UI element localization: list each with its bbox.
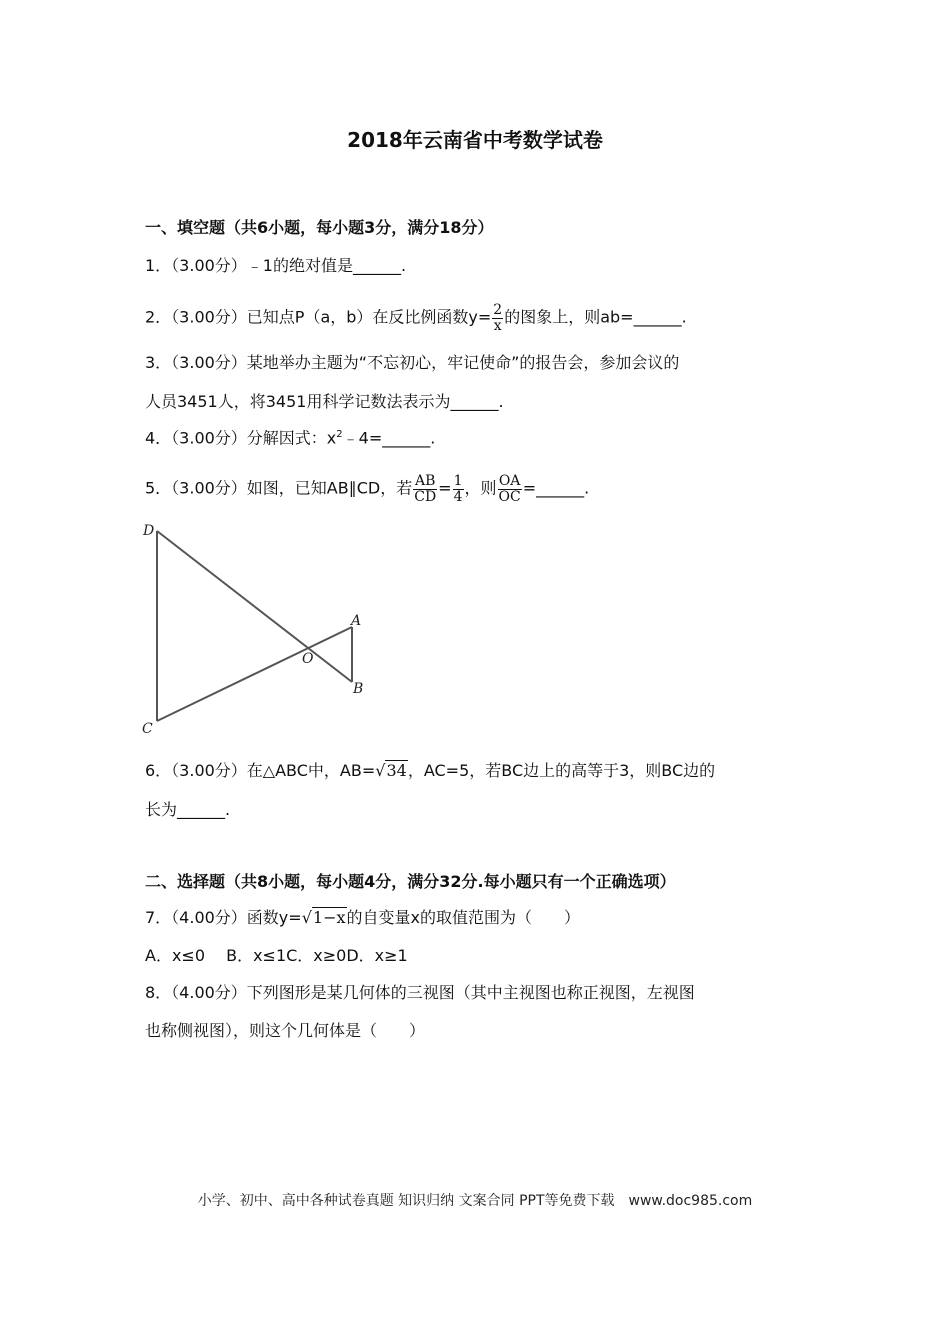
question-7 bbox=[145, 910, 580, 926]
page-title: 2018年云南省中考数学试卷 bbox=[347, 128, 603, 152]
radical-sign: √ bbox=[375, 761, 386, 780]
fraction-ab-cd bbox=[413, 474, 437, 504]
fraction-numerator: AB bbox=[415, 473, 436, 489]
section-1-heading: 一、填空题（共6小题，每小题3分，满分18分） bbox=[145, 218, 494, 237]
fraction-one-quarter bbox=[453, 474, 464, 504]
question-2 bbox=[145, 303, 687, 333]
question-2-pre: 2．（3.00分）已知点P（a，b）在反比例函数y= bbox=[145, 307, 492, 327]
question-4-pre: 4．（3.00分）分解因式：x bbox=[145, 428, 337, 448]
segment-ca bbox=[157, 627, 352, 721]
fraction-denominator: CD bbox=[414, 488, 437, 505]
section-2-heading: 二、选择题（共8小题，每小题4分，满分32分.每小题只有一个正确选项） bbox=[145, 872, 676, 891]
fraction-denominator: 4 bbox=[453, 488, 463, 505]
fraction-denominator: x bbox=[493, 317, 502, 334]
superscript: 2 bbox=[336, 429, 343, 440]
question-6-post: ，AC=5，若BC边上的高等于3，则BC边的 bbox=[407, 761, 716, 780]
question-8-line-2: 也称侧视图），则这个几何体是（ ） bbox=[145, 1021, 426, 1040]
question-6-pre: 6．（3.00分）在△ABC中，AB= bbox=[145, 761, 376, 780]
square-root bbox=[302, 910, 347, 926]
question-3-line-1: 3．（3.00分）某地举办主题为“不忘初心，牢记使命”的报告会，参加会议的 bbox=[145, 353, 680, 372]
question-5-post: =______. bbox=[522, 478, 590, 498]
label-c: C bbox=[142, 721, 153, 737]
radicand: 34 bbox=[386, 761, 407, 780]
fraction-denominator: OC bbox=[498, 488, 521, 505]
fraction-numerator: 1 bbox=[453, 473, 463, 489]
fraction-numerator: OA bbox=[498, 473, 521, 489]
question-6-line-2: 长为______. bbox=[145, 800, 231, 819]
footer: 小学、初中、高中各种试卷真题 知识归纳 文案合同 PPT等免费下载 www.doc985.com bbox=[197, 1193, 753, 1209]
question-8-line-1: 8．（4.00分）下列图形是某几何体的三视图（其中主视图也称正视图，左视图 bbox=[145, 983, 695, 1002]
question-7-options: A．x≤0 B．x≤1C．x≥0D．x≥1 bbox=[145, 946, 408, 965]
question-1: 1．（3.00分）﹣1的绝对值是______. bbox=[145, 256, 407, 275]
question-6-line-1 bbox=[145, 763, 715, 779]
question-5-mid: ，则 bbox=[464, 478, 497, 498]
radical-sign: √ bbox=[301, 908, 312, 927]
equals-sign: = bbox=[438, 478, 452, 498]
fraction-oa-oc bbox=[498, 474, 522, 504]
label-b: B bbox=[353, 681, 364, 697]
question-4-post: ﹣4=______. bbox=[342, 428, 436, 448]
question-2-post: 的图象上，则ab=______. bbox=[504, 307, 687, 327]
label-o: O bbox=[302, 651, 314, 667]
question-5 bbox=[145, 474, 589, 504]
fraction-numerator: 2 bbox=[493, 302, 503, 318]
radicand: 1−x bbox=[312, 908, 346, 927]
question-7-pre: 7．（4.00分）函数y= bbox=[145, 908, 302, 927]
question-4 bbox=[145, 430, 435, 446]
question-5-pre: 5．（3.00分）如图，已知AB∥CD，若 bbox=[145, 478, 413, 498]
square-root bbox=[375, 763, 408, 779]
label-d: D bbox=[143, 523, 155, 539]
segment-db bbox=[157, 531, 352, 682]
label-a: A bbox=[351, 613, 362, 629]
question-3-line-2: 人员3451人，将3451用科学记数法表示为______. bbox=[145, 392, 504, 411]
fraction-2-over-x bbox=[492, 303, 503, 333]
question-7-post: 的自变量x的取值范围为（ ） bbox=[346, 908, 580, 927]
geometry-figure bbox=[135, 515, 375, 745]
